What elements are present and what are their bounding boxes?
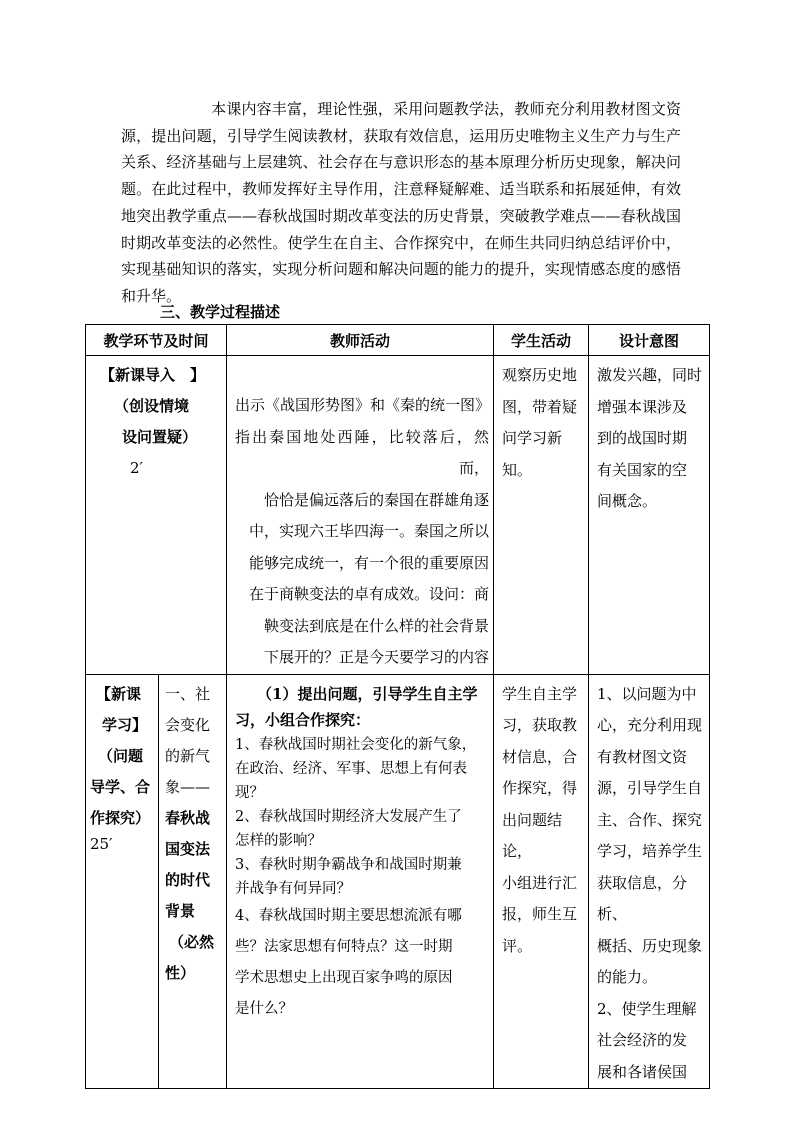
design-line: 到的战国时期 xyxy=(597,429,688,447)
stage-time: 2′ xyxy=(130,459,143,477)
student-line: 小组进行汇 xyxy=(502,873,578,892)
student-line: 评。 xyxy=(502,936,533,955)
student-line: 图，带着疑 xyxy=(502,397,578,416)
design-line: 有教材图文资 xyxy=(597,747,688,766)
design-line: 主、合作、探究 xyxy=(597,810,703,829)
header-stage: 教学环节及时间 xyxy=(86,325,227,356)
stage-line: 【新课导入 】 xyxy=(100,366,206,384)
teacher-line: 在于商鞅变法的卓有成效。设问：商 xyxy=(249,585,490,603)
teacher-question: 并战争有何异同？ xyxy=(235,880,352,897)
topic-cell xyxy=(159,674,227,1089)
teacher-question: 怎样的影响？ xyxy=(235,832,323,849)
stage-line: 学习】 xyxy=(102,715,148,734)
teacher-question: 1、春秋战国时期社会变化的新气象， xyxy=(235,736,477,753)
teacher-line: 鞅变法到底是在什么样的社会背景 xyxy=(264,616,490,635)
student-line: 问学习新知。 xyxy=(502,429,563,479)
design-line: 概括、历史现象 xyxy=(597,936,703,955)
student-line: 报，师生互 xyxy=(502,905,578,923)
teacher-question: 学术思想史上出现百家争鸣的原因 xyxy=(235,969,453,986)
teacher-line: 能够完成统一，有一个很的重要原因 xyxy=(249,553,490,572)
table-header-row xyxy=(86,325,710,356)
student-cell-new-lesson xyxy=(494,674,589,1089)
teacher-line: 中，实现六王毕四海一。秦国之所以 xyxy=(249,522,490,540)
stage-line: 作探究） xyxy=(90,808,151,827)
teacher-cell-intro xyxy=(227,356,494,675)
teacher-line: 下展开的？正是今天要学习的内容 xyxy=(264,648,490,666)
design-line: 间概念。 xyxy=(597,492,658,510)
teaching-process-table xyxy=(85,324,710,1089)
student-line: 材信息，合 xyxy=(502,747,578,766)
teacher-line: 出示《战国形势图》和《秦的统一图》 xyxy=(235,396,491,414)
stage-cell-intro xyxy=(86,356,227,675)
header-student: 学生活动 xyxy=(494,325,589,356)
design-line: 有关国家的空 xyxy=(597,460,688,479)
design-cell-intro xyxy=(589,356,710,675)
stage-cell-new-lesson xyxy=(86,674,159,1089)
teacher-question: 现？ xyxy=(235,784,265,801)
design-line: 获取信息，分析、 xyxy=(597,873,688,923)
design-line: 2、使学生理解 xyxy=(597,999,697,1018)
topic-line: 的新气 xyxy=(165,746,211,765)
intro-paragraph: 本课内容丰富，理论性强，采用问题教学法，教师充分利用教材图文资源，提出问题，引导学生阅读教材，获取有效信息，运用历史唯物主义生产力与生产关系、经济基础与上层建筑、社会存在与意识形态的基本原理分析历史现象，解决问题。在此过程中，教师发挥好主导作用，注意释疑解难、适当联系和拓展延伸，有效地突出教学重点——春秋战国时期改革变法的历史背景，突破教学难点——春秋战国时期改革变法的必然性。使学生在自主、合作探究中，在师生共同归纳总结评价中，实现基础知识的落实，实现分析问题和解决问题的能力的提升，实现情感态度的感悟和升华。 xyxy=(121,100,681,305)
student-line: 学生自主学 xyxy=(502,684,578,703)
topic-line: 性） xyxy=(165,963,196,982)
design-line: 增强本课涉及 xyxy=(597,397,688,416)
design-line: 1、以问题为中 xyxy=(597,684,697,703)
section-title: 三、教学过程描述 xyxy=(160,303,281,321)
stage-line: 设问置疑） xyxy=(122,428,198,446)
topic-line: 背景 xyxy=(165,901,196,920)
teacher-line: 恰恰是偏远落后的秦国在群雄角逐 xyxy=(264,490,490,509)
stage-line: 导学、合 xyxy=(90,777,151,796)
teacher-cell-new-lesson xyxy=(227,674,494,1089)
table-row xyxy=(86,356,710,675)
stage-time: 25′ xyxy=(90,834,113,853)
teacher-question: 2、春秋战国时期经济大发展产生了 xyxy=(235,808,462,825)
topic-line: 一、社 xyxy=(165,684,211,703)
design-cell-new-lesson xyxy=(589,674,710,1089)
topic-line: 春秋战 xyxy=(165,808,211,827)
teacher-question: 在政治、经济、军事、思想上有何表 xyxy=(235,760,468,777)
student-line: 作探究，得 xyxy=(502,779,578,797)
teacher-question: 4、春秋战国时期主要思想流派有哪 xyxy=(235,907,462,924)
teacher-task-title: （1）提出问题，引导学生自主学 xyxy=(257,684,478,703)
student-line: 出问题结论， xyxy=(502,810,563,860)
topic-line: 会变化 xyxy=(165,715,211,734)
teacher-question: 些？法家思想有何特点？这一时期 xyxy=(235,938,453,955)
design-line: 展和各诸侯国 xyxy=(597,1062,688,1081)
student-line: 观察历史地 xyxy=(502,366,578,384)
design-line: 社会经济的发 xyxy=(597,1031,688,1049)
design-line: 心，充分利用现 xyxy=(597,716,703,734)
header-design: 设计意图 xyxy=(589,325,710,356)
table-row xyxy=(86,674,710,1089)
teacher-line: 指出秦国地处西陲，比较落后，然而， xyxy=(235,427,490,477)
teacher-question: 是什么？ xyxy=(235,1000,294,1017)
topic-line: 国变法 xyxy=(165,839,211,858)
design-line: 激发兴趣，同时 xyxy=(597,366,703,384)
stage-line: 【新课 xyxy=(96,684,142,703)
topic-line: 象—— xyxy=(165,777,211,796)
stage-line: （问题 xyxy=(98,746,144,765)
teacher-task-title: 习，小组合作探究： xyxy=(235,710,371,729)
teacher-question: 3、春秋时期争霸战争和战国时期兼 xyxy=(235,856,462,873)
design-line: 源，引导学生自 xyxy=(597,779,703,797)
topic-line: （必然 xyxy=(169,932,215,951)
design-line: 学习，培养学生 xyxy=(597,842,703,860)
design-line: 的能力。 xyxy=(597,968,658,986)
student-line: 习，获取教 xyxy=(502,716,578,734)
topic-line: 的时代 xyxy=(165,870,211,889)
stage-line: （创设情境 xyxy=(114,397,190,415)
student-cell-intro xyxy=(494,356,589,675)
header-teacher: 教师活动 xyxy=(227,325,494,356)
